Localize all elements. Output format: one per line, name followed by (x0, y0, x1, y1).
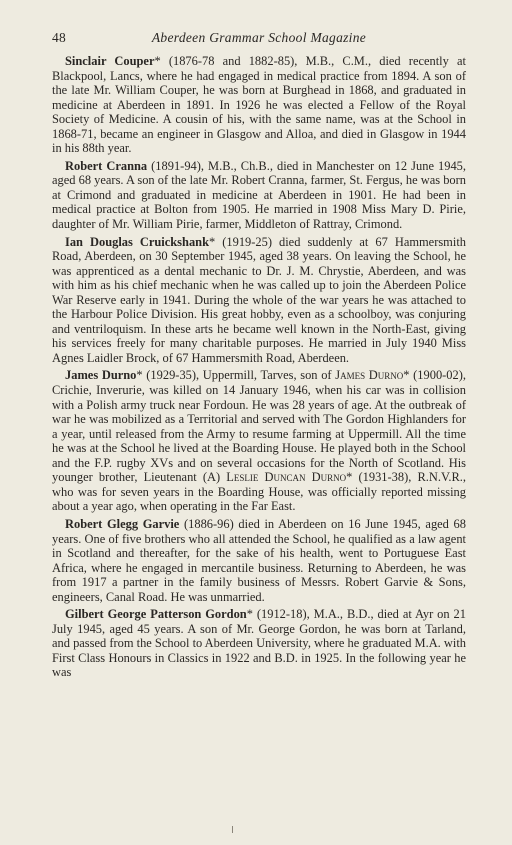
page-header (52, 30, 466, 48)
obituary-entry (52, 159, 466, 232)
obituary-text: * (1931-38), R.N.V.R., who was for seven years in the Boarding House, was officially reported missing about a year ago, when operating in the Far East. (52, 470, 466, 514)
page (52, 30, 466, 683)
obituary-name: Ian Douglas Cruickshank (65, 234, 209, 249)
obituary-text: * (1929-35), Uppermill, Tarves, son of (136, 368, 336, 383)
obituary-entry (52, 235, 466, 366)
obituary-name: Gilbert George Patterson Gordon (65, 607, 247, 622)
obituary-text: (1886-96) died in Aberdeen on 16 June 1945, aged 68 years. One of five brothers who all attended the School, he qualified as a law agent in Scotland and thereafter, for the sake of his health, went to Portuguese East Africa, where he engaged in mercantile business. Returning to Aberdeen, he was from 1917 a partner in the family business of Messrs. Robert Garvie & Sons, engineers, Canal Road. He was unmarried. (52, 516, 466, 604)
obituary-name: James Durno (65, 368, 137, 383)
page-footer-mark (232, 826, 233, 833)
obituary-text: (1891-94), M.B., Ch.B., died in Manchester on 12 June 1945, aged 68 years. A son of the late Mr. Robert Cranna, farmer, St. Fergus, he was born at Crimond and graduated in medicine at Aberdeen in 1901. He had been in medical practice at Bolton from 1905. He married in 1908 Miss Mary D. Pirie, daughter of Mr. William Pirie, farmer, Middleton of Rattray, Crimond. (52, 158, 466, 232)
obituary-text: * (1912-18), M.A., B.D., died at Ayr on 21 July 1945, aged 45 years. A son of Mr. George Gordon, he was born at Tarland, and passed from the School to Aberdeen University, where he graduated M.A. with First Class Honours in Classics in 1922 and B.D. in 1925. In the following year he was (52, 607, 467, 680)
obituary-small-caps-name: James Durno (335, 368, 404, 383)
obituary-entry (52, 517, 466, 604)
obituary-text: * (1900-02), Crichie, Inverurie, was killed on 14 January 1946, when his car was in collision with a Polish army truck near Fordoun. He was 28 years of age. At the outbreak of war he was mobilized as a Territorial and served with The Gordon Highlanders for a year, until released from the Army to resume farming at Uppermill. All the time he was at the School he lived at the Boarding House. He played both in the School and the F.P. rugby XVs and on several occasions for the North of Scotland. His younger brother, Lieutenant (A) (52, 368, 466, 485)
obituary-small-caps-name: Leslie Duncan Durno (226, 470, 347, 485)
running-title: Aberdeen Grammar School Magazine (151, 30, 367, 45)
obituary-text: * (1919-25) died suddenly at 67 Hammersmith Road, Aberdeen, on 30 September 1945, aged 38 years. On leaving the School, he was apprenticed as a dental mechanic to Dr. J. M. Chrystie, Aberdeen, and was with him as his chief mechanic when he was called up to join the Aberdeen Police War Reserve early in 1941. During the whole of the war years he was attached to the Harbour Police Division. His great hobby, even as a schoolboy, was conjuring and ventriloquism. In these arts he became well known in the North-East, giving his services freely for many charitable purposes. He married in July 1940 Miss Agnes Laidler Brock, of 67 Hammersmith Road, Aberdeen. (52, 234, 466, 365)
obituary-text: * (1876-78 and 1882-85), M.B., C.M., died recently at Blackpool, Lancs, where he had engaged in medical practice from 1894. A son of the late Mr. William Couper, he was born at Burghead in 1868, and graduated in medicine at Aberdeen in 1891. In 1926 he was elected a Fellow of the Royal Society of Medicine. A cousin of his, with the same name, was at the School in 1868-71, became an engineer in Glasgow and Alloa, and died in Glasgow in 1944 in his 88th year. (52, 54, 466, 156)
obituary-name: Robert Cranna (65, 158, 148, 173)
obituary-name: Robert Glegg Garvie (65, 516, 180, 531)
obituary-entry (52, 368, 466, 513)
page-number: 48 (52, 30, 67, 45)
obituary-entry (52, 54, 466, 156)
obituary-name: Sinclair Couper (65, 54, 155, 68)
obituary-entry (52, 607, 466, 680)
